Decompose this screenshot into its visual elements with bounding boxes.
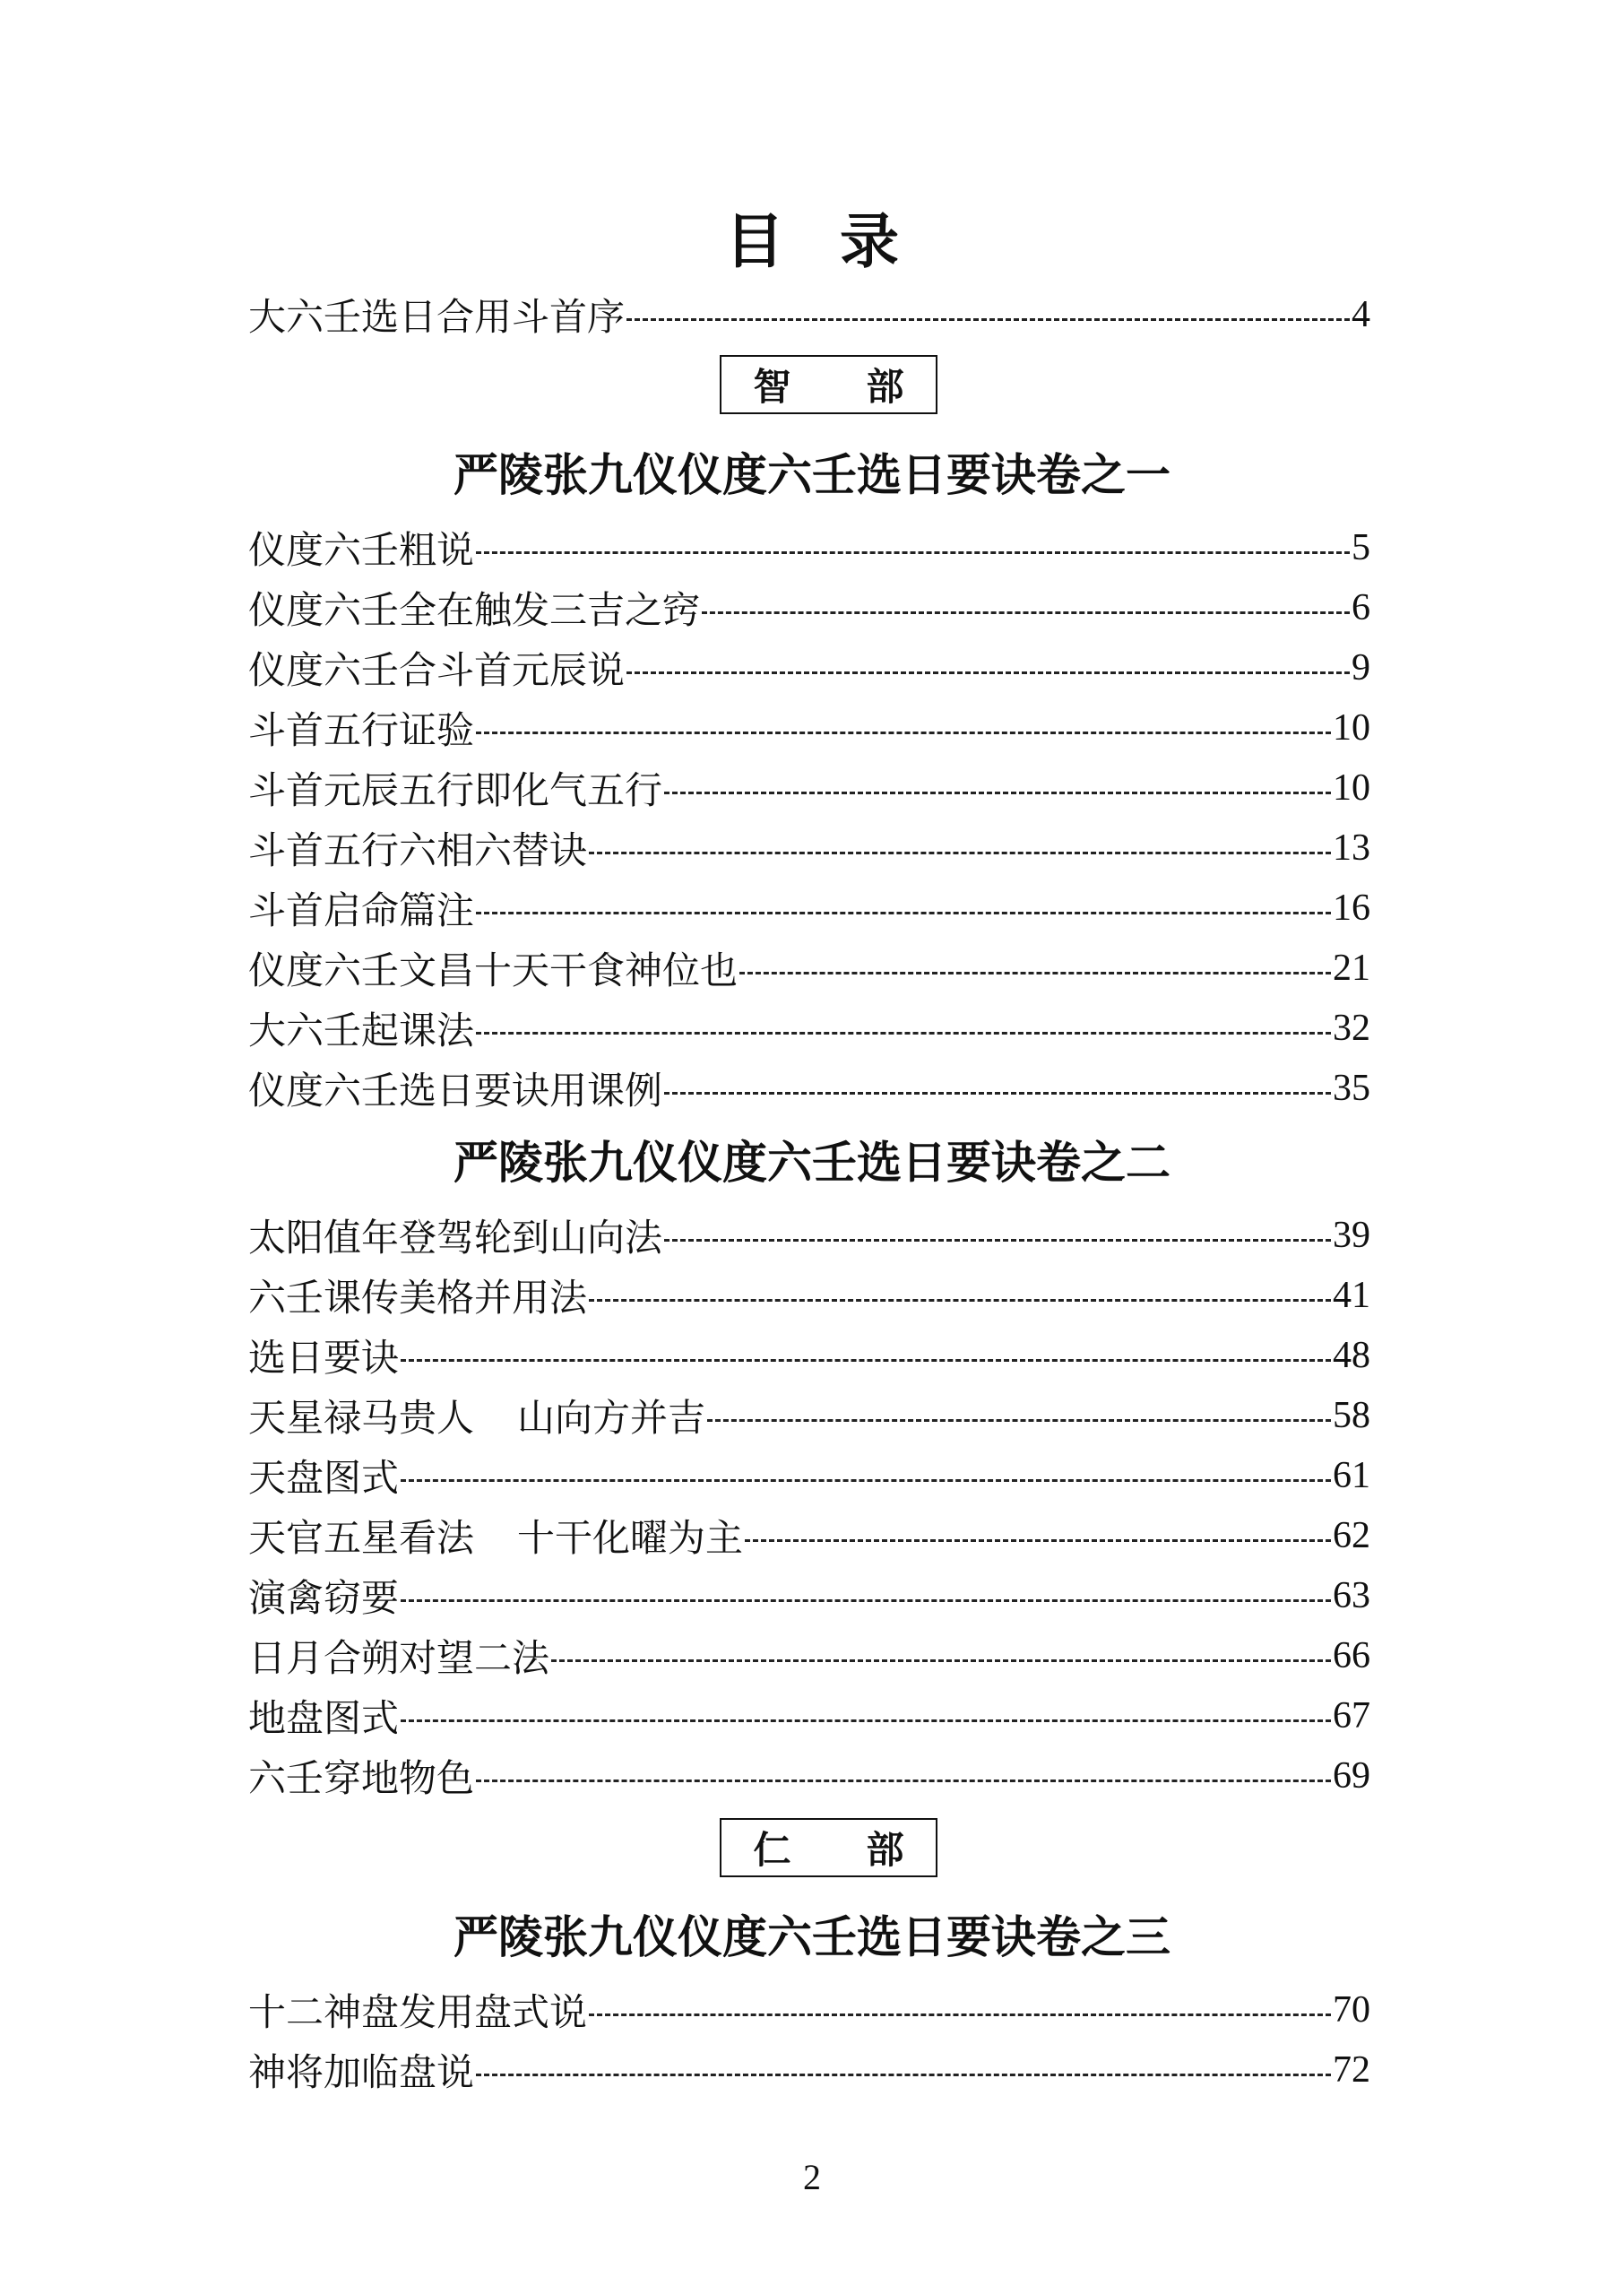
toc-entry-page: 67 bbox=[1333, 1695, 1370, 1736]
toc-entry-label: 大六壬起课法 bbox=[248, 1009, 475, 1052]
toc-entry-label: 仪度六壬合斗首元辰说 bbox=[248, 648, 626, 692]
toc-entry-page: 41 bbox=[1333, 1275, 1370, 1316]
toc-entry[interactable] bbox=[248, 520, 1370, 576]
section-box-ren bbox=[720, 1818, 937, 1877]
toc-entry[interactable] bbox=[248, 2042, 1370, 2098]
toc-entry-label: 斗首五行六相六替诀 bbox=[248, 828, 588, 872]
toc-entry-page: 48 bbox=[1333, 1335, 1370, 1376]
toc-entry-label-part: 天官五星看法 bbox=[248, 1516, 475, 1560]
toc-entry-page: 39 bbox=[1333, 1215, 1370, 1256]
dotted-leader bbox=[476, 912, 1331, 914]
toc-entry-page: 72 bbox=[1333, 2049, 1370, 2091]
toc-entry-label bbox=[248, 1509, 743, 1563]
dotted-leader bbox=[664, 1239, 1331, 1242]
toc-entry-label: 六壬课传美格并用法 bbox=[248, 1276, 588, 1320]
toc-entry-preface[interactable] bbox=[248, 287, 1370, 342]
toc-entry-page: 10 bbox=[1333, 707, 1370, 749]
toc-entry-page: 21 bbox=[1333, 948, 1370, 989]
dotted-leader bbox=[476, 1780, 1331, 1782]
dotted-leader bbox=[476, 2074, 1331, 2076]
toc-entry[interactable] bbox=[248, 880, 1370, 936]
dotted-leader bbox=[401, 1479, 1331, 1482]
dotted-leader bbox=[745, 1539, 1331, 1542]
toc-entry[interactable] bbox=[248, 1208, 1370, 1263]
toc-entry-page: 4 bbox=[1352, 294, 1370, 335]
toc-entry-label: 仪度六壬文昌十天干食神位也 bbox=[248, 948, 739, 992]
section-char: 仁 bbox=[753, 1828, 791, 1872]
toc-entry[interactable] bbox=[248, 1388, 1370, 1443]
toc-entry-label: 斗首五行证验 bbox=[248, 708, 475, 752]
dotted-leader bbox=[589, 2014, 1331, 2016]
toc-entry[interactable] bbox=[248, 640, 1370, 696]
toc-entry[interactable] bbox=[248, 1268, 1370, 1323]
toc-entry[interactable] bbox=[248, 1568, 1370, 1624]
toc-entry[interactable] bbox=[248, 760, 1370, 816]
toc-entry-label: 六壬穿地物色 bbox=[248, 1756, 475, 1800]
toc-entry[interactable] bbox=[248, 1628, 1370, 1684]
toc-entry-label-part: 十干化曜为主 bbox=[517, 1516, 744, 1560]
toc-entry-page: 66 bbox=[1333, 1635, 1370, 1676]
toc-entry-label: 日月合朔对望二法 bbox=[248, 1636, 550, 1680]
dotted-leader bbox=[739, 972, 1331, 974]
toc-entry-label: 十二神盘发用盘式说 bbox=[248, 1990, 588, 2034]
toc-entry-page: 35 bbox=[1333, 1068, 1370, 1109]
toc-entry-label-part: 山向方并吉 bbox=[517, 1396, 706, 1440]
toc-entry-label: 斗首元辰五行即化气五行 bbox=[248, 768, 663, 812]
dotted-leader bbox=[476, 1032, 1331, 1035]
toc-entry-label: 神将加临盘说 bbox=[248, 2050, 475, 2094]
dotted-leader bbox=[551, 1659, 1331, 1662]
toc-entry-label bbox=[248, 1389, 705, 1442]
toc-entry-label: 地盘图式 bbox=[248, 1696, 400, 1740]
toc-entry-label: 演禽窃要 bbox=[248, 1576, 400, 1620]
toc-entry-label: 天盘图式 bbox=[248, 1456, 400, 1500]
toc-entry-label: 太阳值年登驾轮到山向法 bbox=[248, 1216, 663, 1260]
dotted-leader bbox=[626, 318, 1350, 321]
toc-entry-label-part: 天星禄马贵人 bbox=[248, 1396, 475, 1440]
toc-entry[interactable] bbox=[248, 1982, 1370, 2038]
toc-entry[interactable] bbox=[248, 1000, 1370, 1056]
toc-entry-page: 63 bbox=[1333, 1575, 1370, 1616]
volume-heading-1: 严陵张九仪仪度六壬选日要诀卷之一 bbox=[454, 449, 1170, 501]
toc-entry-page: 62 bbox=[1333, 1515, 1370, 1556]
volume-heading-2: 严陵张九仪仪度六壬选日要诀卷之二 bbox=[454, 1137, 1170, 1189]
dotted-leader bbox=[476, 551, 1350, 554]
toc-entry-label: 斗首启命篇注 bbox=[248, 888, 475, 932]
page-number: 2 bbox=[803, 2157, 821, 2197]
toc-entry-page: 32 bbox=[1333, 1008, 1370, 1049]
toc-entry[interactable] bbox=[248, 1688, 1370, 1744]
dotted-leader bbox=[401, 1599, 1331, 1602]
toc-entry-page: 5 bbox=[1352, 527, 1370, 568]
toc-entry[interactable] bbox=[248, 580, 1370, 636]
dotted-leader bbox=[476, 732, 1331, 734]
toc-entry[interactable] bbox=[248, 1448, 1370, 1503]
toc-entry-page: 16 bbox=[1333, 888, 1370, 929]
toc-entry[interactable] bbox=[248, 940, 1370, 996]
dotted-leader bbox=[589, 852, 1331, 854]
toc-entry-page: 6 bbox=[1352, 587, 1370, 628]
toc-entry-page: 69 bbox=[1333, 1755, 1370, 1797]
toc-entry-label: 仪度六壬全在触发三吉之窍 bbox=[248, 588, 701, 632]
toc-entry-page: 58 bbox=[1333, 1395, 1370, 1436]
toc-entry[interactable] bbox=[248, 700, 1370, 756]
dotted-leader bbox=[589, 1299, 1331, 1302]
toc-entry[interactable] bbox=[248, 1508, 1370, 1563]
toc-entry[interactable] bbox=[248, 1328, 1370, 1383]
toc-entry-page: 13 bbox=[1333, 827, 1370, 869]
toc-entry-page: 10 bbox=[1333, 767, 1370, 809]
toc-entry[interactable] bbox=[248, 1748, 1370, 1804]
section-box-zhi bbox=[720, 355, 937, 414]
toc-entry-page: 9 bbox=[1352, 647, 1370, 688]
section-char: 部 bbox=[866, 1828, 904, 1872]
dotted-leader bbox=[401, 1719, 1331, 1722]
dotted-leader bbox=[707, 1419, 1331, 1422]
toc-entry-label: 仪度六壬粗说 bbox=[248, 528, 475, 572]
dotted-leader bbox=[702, 611, 1350, 614]
volume-heading-3: 严陵张九仪仪度六壬选日要诀卷之三 bbox=[454, 1911, 1170, 1963]
section-char: 智 bbox=[753, 365, 791, 409]
toc-entry-page: 70 bbox=[1333, 1989, 1370, 2031]
toc-entry-label: 仪度六壬选日要诀用课例 bbox=[248, 1069, 663, 1113]
dotted-leader bbox=[664, 1092, 1331, 1095]
dotted-leader bbox=[664, 792, 1331, 794]
dotted-leader bbox=[626, 671, 1350, 674]
toc-entry-label: 选日要诀 bbox=[248, 1336, 400, 1380]
toc-entry[interactable] bbox=[248, 820, 1370, 876]
toc-entry-page: 61 bbox=[1333, 1455, 1370, 1496]
dotted-leader bbox=[401, 1359, 1331, 1362]
page-title: 目录 bbox=[725, 207, 955, 276]
section-char: 部 bbox=[866, 365, 904, 409]
toc-entry-label: 大六壬选日合用斗首序 bbox=[248, 295, 626, 339]
toc-entry[interactable] bbox=[248, 1061, 1370, 1116]
